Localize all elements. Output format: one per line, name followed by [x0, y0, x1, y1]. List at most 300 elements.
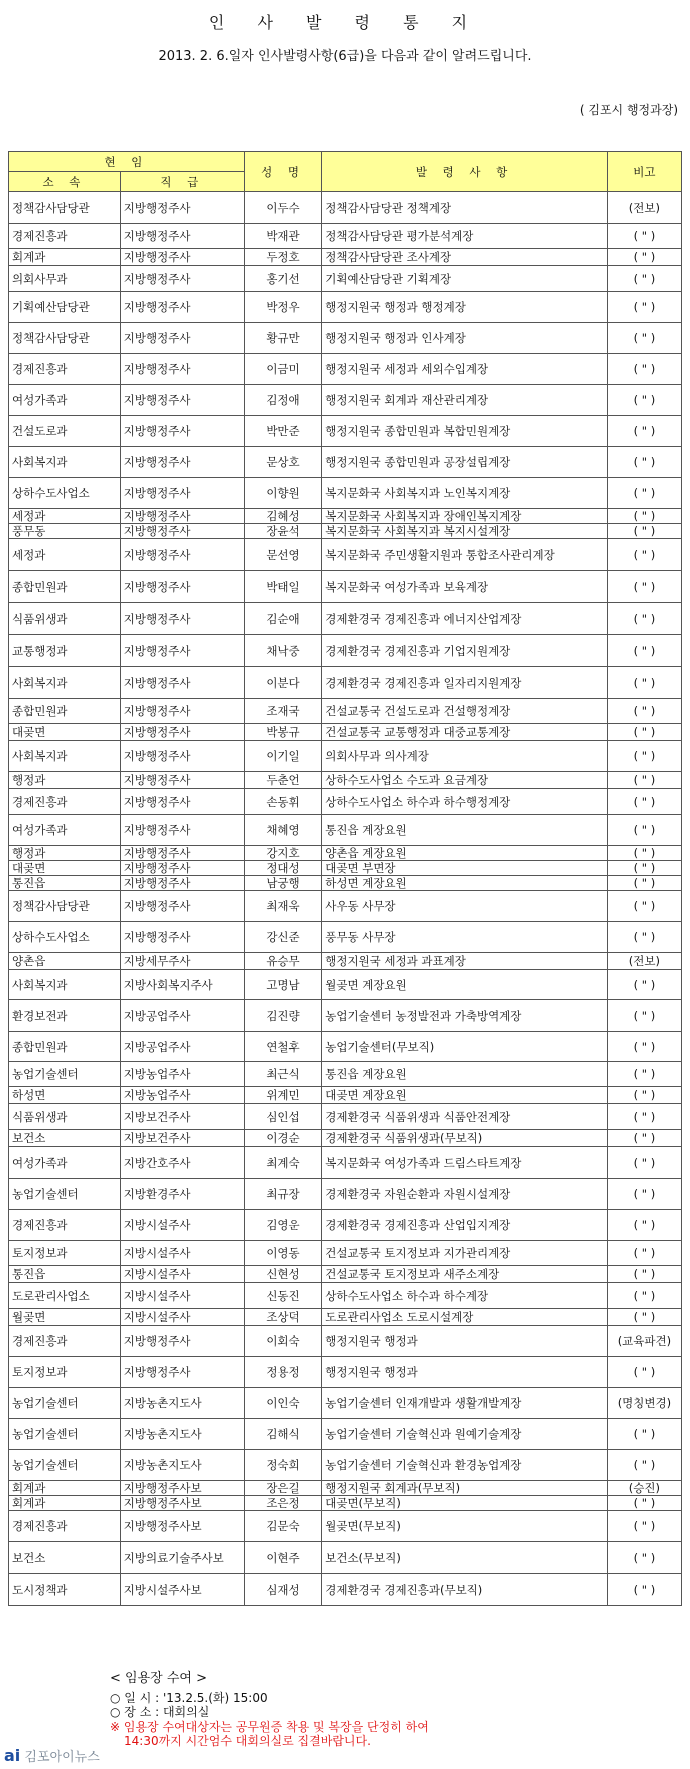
cell-name: 고명남: [244, 970, 321, 1000]
cell-name: 이기일: [244, 741, 321, 772]
cell-note: ( " ): [607, 1104, 681, 1130]
document-title: 인 사 발 령 통 지: [208, 13, 482, 32]
cell-order: 행정지원국 종합민원과 공장설립계장: [322, 447, 608, 478]
cell-name: 이현주: [244, 1542, 321, 1574]
cell-order: 경제환경국 경제진흥과(무보직): [322, 1574, 608, 1606]
cell-dept: 종합민원과: [9, 571, 121, 603]
header-dept: 소 속: [9, 172, 121, 192]
cell-note: ( " ): [607, 1574, 681, 1606]
cell-order: 상하수도사업소 하수과 하수계장: [322, 1283, 608, 1309]
table-row: [9, 571, 682, 603]
table-row: [9, 509, 682, 524]
cell-note: ( " ): [607, 447, 681, 478]
cell-rank: 지방행정주사: [120, 667, 244, 699]
cell-name: 김영운: [244, 1210, 321, 1241]
cell-name: 채혜영: [244, 815, 321, 846]
cell-note: ( " ): [607, 1147, 681, 1179]
cell-name: 유승무: [244, 953, 321, 970]
cell-order: 건설교통국 토지정보과 지가관리계장: [322, 1241, 608, 1266]
cell-rank: 지방행정주사: [120, 772, 244, 789]
cell-rank: 지방행정주사: [120, 1357, 244, 1388]
table-row: [9, 1130, 682, 1147]
cell-name: 황규만: [244, 323, 321, 354]
cell-rank: 지방행정주사: [120, 699, 244, 724]
table-row: [9, 1388, 682, 1419]
ceremony-notice: [110, 1672, 429, 1749]
cell-note: ( " ): [607, 1087, 681, 1104]
cell-name: 남궁행: [244, 876, 321, 891]
cell-dept: 도로관리사업소: [9, 1283, 121, 1309]
cell-name: 조상덕: [244, 1309, 321, 1326]
cell-rank: 지방행정주사: [120, 815, 244, 846]
cell-order: 월곶면 계장요원: [322, 970, 608, 1000]
cell-rank: 지방시설주사보: [120, 1574, 244, 1606]
table-body: [9, 192, 682, 1606]
table-row: [9, 1357, 682, 1388]
table-row: [9, 922, 682, 953]
cell-name: 김해식: [244, 1419, 321, 1450]
cell-note: ( " ): [607, 635, 681, 667]
cell-rank: 지방행정주사: [120, 1326, 244, 1357]
cell-name: 김정애: [244, 385, 321, 416]
cell-dept: 세정과: [9, 509, 121, 524]
cell-order: 복지문화국 사회복지과 노인복지계장: [322, 478, 608, 509]
table-row: [9, 699, 682, 724]
cell-order: 경제환경국 경제진흥과 기업지원계장: [322, 635, 608, 667]
cell-note: ( " ): [607, 891, 681, 922]
cell-note: ( " ): [607, 323, 681, 354]
cell-dept: 정책감사담당관: [9, 891, 121, 922]
cell-name: 이인숙: [244, 1388, 321, 1419]
table-row: [9, 789, 682, 815]
cell-order: 경제환경국 경제진흥과 에너지산업계장: [322, 603, 608, 635]
cell-note: ( " ): [607, 354, 681, 385]
cell-rank: 지방행정주사보: [120, 1511, 244, 1542]
cell-order: 복지문화국 사회복지과 복지시설계장: [322, 524, 608, 539]
cell-name: 이금미: [244, 354, 321, 385]
cell-order: 하성면 계장요원: [322, 876, 608, 891]
cell-note: ( " ): [607, 1241, 681, 1266]
cell-rank: 지방행정주사: [120, 224, 244, 249]
cell-dept: 환경보전과: [9, 1000, 121, 1032]
cell-dept: 농업기술센터: [9, 1388, 121, 1419]
header-current: 현 임: [9, 152, 245, 172]
cell-name: 이영동: [244, 1241, 321, 1266]
brand-name: 김포아이뉴스: [24, 1750, 100, 1765]
table-row: [9, 249, 682, 266]
cell-order: 복지문화국 여성가족과 보육계장: [322, 571, 608, 603]
cell-note: ( " ): [607, 1357, 681, 1388]
cell-dept: 도시정책과: [9, 1574, 121, 1606]
table-row: [9, 1032, 682, 1062]
table-row: [9, 891, 682, 922]
cell-dept: 사회복지과: [9, 741, 121, 772]
table-row: [9, 1542, 682, 1574]
cell-order: 행정지원국 세정과 과표계장: [322, 953, 608, 970]
cell-rank: 지방공업주사: [120, 1032, 244, 1062]
table-row: [9, 1283, 682, 1309]
cell-rank: 지방시설주사: [120, 1241, 244, 1266]
table-row: [9, 1179, 682, 1210]
cell-name: 최재욱: [244, 891, 321, 922]
table-row: [9, 192, 682, 224]
table-row: [9, 741, 682, 772]
table-row: [9, 772, 682, 789]
cell-order: 행정지원국 행정과: [322, 1326, 608, 1357]
cell-order: 경제환경국 식품위생과(무보직): [322, 1130, 608, 1147]
ceremony-notice-line2: 14:30까지 시간엄수 대회의실로 집결바랍니다.: [124, 1734, 371, 1748]
cell-note: ( " ): [607, 1496, 681, 1511]
cell-dept: 의회사무과: [9, 266, 121, 292]
cell-name: 문상호: [244, 447, 321, 478]
header-name: 성 명: [244, 152, 321, 192]
table-row: [9, 1241, 682, 1266]
cell-note: ( " ): [607, 772, 681, 789]
table-row: [9, 1266, 682, 1283]
cell-name: 위계민: [244, 1087, 321, 1104]
cell-note: ( " ): [607, 789, 681, 815]
cell-rank: 지방행정주사: [120, 603, 244, 635]
ceremony-heading: < 임용장 수여 >: [110, 1671, 207, 1686]
cell-note: ( " ): [607, 1130, 681, 1147]
cell-order: 건설교통국 건설도로과 건설행정계장: [322, 699, 608, 724]
cell-dept: 대곶면: [9, 724, 121, 741]
cell-note: ( " ): [607, 1283, 681, 1309]
cell-dept: 대곶면: [9, 861, 121, 876]
cell-name: 박만준: [244, 416, 321, 447]
cell-note: ( " ): [607, 478, 681, 509]
cell-name: 홍기선: [244, 266, 321, 292]
cell-rank: 지방농촌지도사: [120, 1419, 244, 1450]
table-row: [9, 1087, 682, 1104]
cell-rank: 지방행정주사: [120, 416, 244, 447]
cell-dept: 보건소: [9, 1542, 121, 1574]
cell-rank: 지방환경주사: [120, 1179, 244, 1210]
cell-rank: 지방의료기술주사보: [120, 1542, 244, 1574]
cell-order: 경제환경국 경제진흥과 산업입지계장: [322, 1210, 608, 1241]
cell-rank: 지방행정주사: [120, 571, 244, 603]
cell-rank: 지방농업주사: [120, 1062, 244, 1087]
table-row: [9, 1481, 682, 1496]
cell-dept: 농업기술센터: [9, 1450, 121, 1481]
table-row: [9, 416, 682, 447]
cell-dept: 여성가족과: [9, 1147, 121, 1179]
cell-note: ( " ): [607, 1032, 681, 1062]
cell-name: 이분다: [244, 667, 321, 699]
table-row: [9, 1210, 682, 1241]
cell-rank: 지방행정주사: [120, 891, 244, 922]
cell-name: 두정호: [244, 249, 321, 266]
cell-name: 박정우: [244, 292, 321, 323]
cell-order: 정책감사담당관 조사계장: [322, 249, 608, 266]
table-row: [9, 539, 682, 571]
cell-dept: 세정과: [9, 539, 121, 571]
cell-dept: 교통행정과: [9, 635, 121, 667]
cell-dept: 경제진흥과: [9, 354, 121, 385]
cell-name: 연철후: [244, 1032, 321, 1062]
cell-note: ( " ): [607, 524, 681, 539]
cell-order: 경제환경국 경제진흥과 일자리지원계장: [322, 667, 608, 699]
document-subtitle: 2013. 2. 6.일자 인사발령사항(6급)을 다음과 같이 알려드립니다.: [158, 49, 532, 64]
cell-order: 행정지원국 회계과(무보직): [322, 1481, 608, 1496]
cell-order: 양촌읍 계장요원: [322, 846, 608, 861]
table-row: [9, 876, 682, 891]
cell-rank: 지방행정주사: [120, 249, 244, 266]
cell-dept: 풍무동: [9, 524, 121, 539]
table-row: [9, 524, 682, 539]
cell-name: 최규장: [244, 1179, 321, 1210]
table-row: [9, 1419, 682, 1450]
table-row: [9, 447, 682, 478]
cell-rank: 지방시설주사: [120, 1283, 244, 1309]
cell-dept: 행정과: [9, 846, 121, 861]
cell-order: 상하수도사업소 하수과 하수행정계장: [322, 789, 608, 815]
cell-order: 대곶면 계장요원: [322, 1087, 608, 1104]
table-row: [9, 1511, 682, 1542]
table-row: [9, 1450, 682, 1481]
table-row: [9, 1309, 682, 1326]
cell-dept: 경제진흥과: [9, 789, 121, 815]
cell-order: 농업기술센터(무보직): [322, 1032, 608, 1062]
cell-order: 행정지원국 행정과 인사계장: [322, 323, 608, 354]
cell-name: 신동진: [244, 1283, 321, 1309]
cell-note: (교육파견): [607, 1326, 681, 1357]
cell-dept: 식품위생과: [9, 603, 121, 635]
table-row: [9, 1326, 682, 1357]
cell-name: 문선영: [244, 539, 321, 571]
cell-note: ( " ): [607, 416, 681, 447]
cell-rank: 지방시설주사: [120, 1210, 244, 1241]
table-row: [9, 953, 682, 970]
table-row: [9, 266, 682, 292]
cell-rank: 지방농촌지도사: [120, 1388, 244, 1419]
cell-rank: 지방행정주사: [120, 509, 244, 524]
cell-note: ( " ): [607, 1210, 681, 1241]
cell-dept: 경제진흥과: [9, 224, 121, 249]
cell-rank: 지방행정주사보: [120, 1481, 244, 1496]
cell-note: ( " ): [607, 539, 681, 571]
cell-order: 농업기술센터 기술혁신과 환경농업계장: [322, 1450, 608, 1481]
cell-order: 상하수도사업소 수도과 요금계장: [322, 772, 608, 789]
cell-rank: 지방행정주사: [120, 192, 244, 224]
cell-dept: 식품위생과: [9, 1104, 121, 1130]
cell-note: ( " ): [607, 667, 681, 699]
cell-dept: 회계과: [9, 1496, 121, 1511]
table-row: [9, 861, 682, 876]
cell-order: 의회사무과 의사계장: [322, 741, 608, 772]
cell-rank: 지방행정주사: [120, 724, 244, 741]
cell-rank: 지방행정주사: [120, 524, 244, 539]
table-row: [9, 1147, 682, 1179]
cell-name: 김진량: [244, 1000, 321, 1032]
cell-dept: 행정과: [9, 772, 121, 789]
cell-order: 대곶면 부면장: [322, 861, 608, 876]
cell-order: 도로관리사업소 도로시설계장: [322, 1309, 608, 1326]
cell-dept: 보건소: [9, 1130, 121, 1147]
header-order: 발 령 사 항: [322, 152, 608, 192]
cell-dept: 사회복지과: [9, 667, 121, 699]
cell-name: 심인섭: [244, 1104, 321, 1130]
cell-name: 이경순: [244, 1130, 321, 1147]
cell-note: (전보): [607, 192, 681, 224]
cell-rank: 지방농업주사: [120, 1087, 244, 1104]
cell-order: 행정지원국 세정과 세외수입계장: [322, 354, 608, 385]
cell-name: 박재관: [244, 224, 321, 249]
cell-order: 복지문화국 사회복지과 장애인복지계장: [322, 509, 608, 524]
cell-rank: 지방보건주사: [120, 1104, 244, 1130]
news-watermark: [4, 1746, 100, 1765]
cell-dept: 종합민원과: [9, 1032, 121, 1062]
cell-dept: 여성가족과: [9, 385, 121, 416]
ceremony-place: ○ 장 소 : 대회의실: [110, 1705, 210, 1719]
cell-order: 행정지원국 행정과: [322, 1357, 608, 1388]
cell-note: ( " ): [607, 699, 681, 724]
cell-order: 농업기술센터 농정발전과 가축방역계장: [322, 1000, 608, 1032]
cell-note: ( " ): [607, 846, 681, 861]
cell-note: ( " ): [607, 1062, 681, 1087]
cell-rank: 지방행정주사: [120, 354, 244, 385]
table-row: [9, 1062, 682, 1087]
cell-dept: 통진읍: [9, 876, 121, 891]
cell-note: ( " ): [607, 266, 681, 292]
cell-name: 정대성: [244, 861, 321, 876]
cell-note: ( " ): [607, 1542, 681, 1574]
cell-name: 최근식: [244, 1062, 321, 1087]
cell-name: 김순애: [244, 603, 321, 635]
cell-name: 손동휘: [244, 789, 321, 815]
cell-note: ( " ): [607, 603, 681, 635]
cell-order: 복지문화국 주민생활지원과 통합조사관리계장: [322, 539, 608, 571]
cell-rank: 지방시설주사: [120, 1266, 244, 1283]
cell-rank: 지방세무주사: [120, 953, 244, 970]
cell-order: 통진읍 계장요원: [322, 1062, 608, 1087]
cell-note: ( " ): [607, 922, 681, 953]
cell-name: 심재성: [244, 1574, 321, 1606]
cell-order: 행정지원국 행정과 행정계장: [322, 292, 608, 323]
cell-order: 대곶면(무보직): [322, 1496, 608, 1511]
cell-order: 풍무동 사무장: [322, 922, 608, 953]
cell-rank: 지방공업주사: [120, 1000, 244, 1032]
cell-order: 농업기술센터 인재개발과 생활개발계장: [322, 1388, 608, 1419]
cell-order: 경제환경국 식품위생과 식품안전계장: [322, 1104, 608, 1130]
ceremony-notice-line1: ※ 임용장 수여대상자는 공무원증 착용 및 복장을 단정히 하여: [110, 1719, 429, 1734]
cell-note: ( " ): [607, 1266, 681, 1283]
cell-note: ( " ): [607, 876, 681, 891]
cell-note: ( " ): [607, 571, 681, 603]
cell-name: 강신준: [244, 922, 321, 953]
header-rank: 직 급: [120, 172, 244, 192]
cell-rank: 지방농촌지도사: [120, 1450, 244, 1481]
cell-dept: 기획예산담당관: [9, 292, 121, 323]
cell-note: (전보): [607, 953, 681, 970]
cell-name: 이향원: [244, 478, 321, 509]
cell-note: (승진): [607, 1481, 681, 1496]
table-row: [9, 1104, 682, 1130]
table-row: [9, 1000, 682, 1032]
cell-dept: 사회복지과: [9, 970, 121, 1000]
cell-note: ( " ): [607, 1419, 681, 1450]
cell-order: 농업기술센터 기술혁신과 원예기술계장: [322, 1419, 608, 1450]
cell-dept: 농업기술센터: [9, 1419, 121, 1450]
cell-dept: 건설도로과: [9, 416, 121, 447]
header-note: 비고: [607, 152, 681, 192]
cell-rank: 지방행정주사: [120, 846, 244, 861]
cell-name: 최계숙: [244, 1147, 321, 1179]
cell-name: 장윤석: [244, 524, 321, 539]
cell-note: ( " ): [607, 249, 681, 266]
table-row: [9, 385, 682, 416]
cell-dept: 사회복지과: [9, 447, 121, 478]
cell-name: 김혜성: [244, 509, 321, 524]
cell-dept: 농업기술센터: [9, 1179, 121, 1210]
cell-rank: 지방행정주사: [120, 323, 244, 354]
cell-order: 행정지원국 종합민원과 복합민원계장: [322, 416, 608, 447]
cell-rank: 지방행정주사보: [120, 1496, 244, 1511]
cell-name: 신현성: [244, 1266, 321, 1283]
cell-note: ( " ): [607, 1450, 681, 1481]
cell-note: ( " ): [607, 970, 681, 1000]
cell-note: ( " ): [607, 385, 681, 416]
cell-order: 통진읍 계장요원: [322, 815, 608, 846]
cell-order: 사우동 사무장: [322, 891, 608, 922]
cell-rank: 지방행정주사: [120, 789, 244, 815]
cell-rank: 지방행정주사: [120, 385, 244, 416]
cell-dept: 양촌읍: [9, 953, 121, 970]
cell-order: 행정지원국 회계과 재산관리계장: [322, 385, 608, 416]
cell-dept: 경제진흥과: [9, 1210, 121, 1241]
cell-note: ( " ): [607, 724, 681, 741]
cell-rank: 지방행정주사: [120, 635, 244, 667]
cell-note: ( " ): [607, 509, 681, 524]
cell-note: (명칭변경): [607, 1388, 681, 1419]
cell-name: 이회숙: [244, 1326, 321, 1357]
cell-rank: 지방행정주사: [120, 861, 244, 876]
table-row: [9, 815, 682, 846]
ceremony-date: ○ 일 시 : '13.2.5.(화) 15:00: [110, 1690, 268, 1705]
cell-rank: 지방행정주사: [120, 447, 244, 478]
cell-rank: 지방행정주사: [120, 292, 244, 323]
cell-dept: 종합민원과: [9, 699, 121, 724]
cell-note: ( " ): [607, 292, 681, 323]
table-row: [9, 603, 682, 635]
cell-rank: 지방시설주사: [120, 1309, 244, 1326]
table-row: [9, 970, 682, 1000]
table-row: [9, 292, 682, 323]
issuing-office: ( 김포시 행정과장): [579, 103, 678, 117]
cell-name: 정용정: [244, 1357, 321, 1388]
cell-note: ( " ): [607, 1179, 681, 1210]
cell-order: 정책감사담당관 정책계장: [322, 192, 608, 224]
cell-dept: 토지정보과: [9, 1357, 121, 1388]
cell-name: 두춘언: [244, 772, 321, 789]
table-row: [9, 846, 682, 861]
cell-rank: 지방행정주사: [120, 478, 244, 509]
brand-logo: ai: [4, 1746, 21, 1765]
cell-name: 박태일: [244, 571, 321, 603]
cell-dept: 회계과: [9, 249, 121, 266]
cell-rank: 지방행정주사: [120, 876, 244, 891]
cell-order: 건설교통국 교통행정과 대중교통계장: [322, 724, 608, 741]
cell-dept: 상하수도사업소: [9, 922, 121, 953]
cell-name: 조재국: [244, 699, 321, 724]
table-row: [9, 323, 682, 354]
cell-dept: 회계과: [9, 1481, 121, 1496]
cell-note: ( " ): [607, 815, 681, 846]
table-row: [9, 354, 682, 385]
table-row: [9, 667, 682, 699]
cell-rank: 지방간호주사: [120, 1147, 244, 1179]
cell-name: 정숙희: [244, 1450, 321, 1481]
